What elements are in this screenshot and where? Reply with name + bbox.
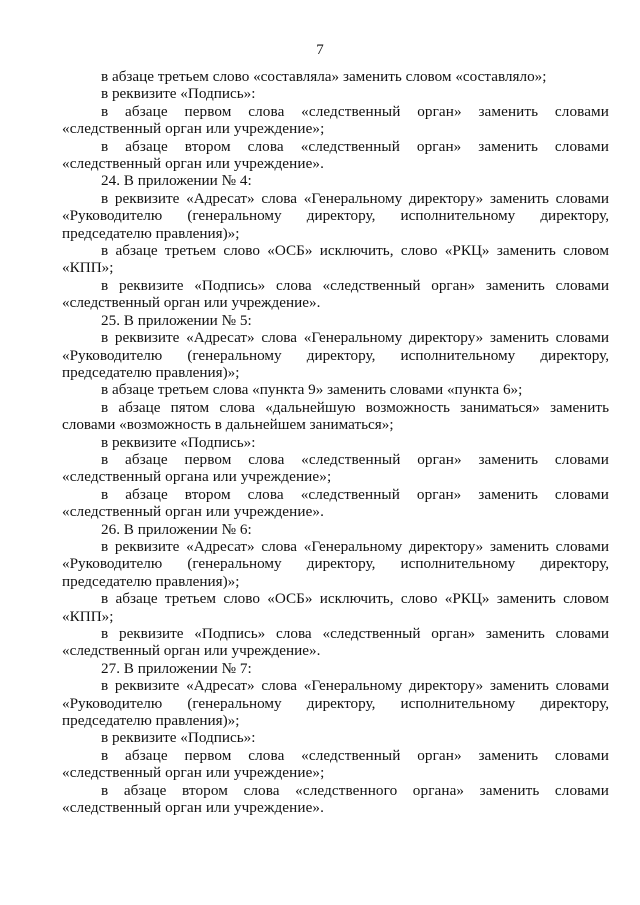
paragraph: в абзаце втором слова «следственного органа» заменить словами «следственный орган или учреждение». [62, 781, 609, 817]
section-heading: 24. В приложении № 4: [101, 172, 252, 190]
page-number: 7 [316, 42, 324, 58]
paragraph: в абзаце втором слова «следственный орган» заменить словами «следственный орган или учреждение». [62, 137, 609, 173]
paragraph: в реквизите «Подпись» слова «следственный орган» заменить словами «следственный орган или учреждение». [62, 276, 609, 312]
paragraph: в реквизите «Подпись»: [101, 433, 256, 451]
paragraph: в реквизите «Адресат» слова «Генеральному директору» заменить словами «Руководителю (генеральному директору, исполнительному директору, председателю правления)»; [62, 677, 609, 730]
paragraph: в абзаце третьем слово «составляла» заменить словом «составляло»; [101, 68, 547, 85]
paragraph: в реквизите «Адресат» слова «Генеральному директору» заменить словами «Руководителю (генеральному директору, исполнительному директору, председателю правления)»; [62, 329, 609, 381]
paragraph: в реквизите «Подпись»: [101, 729, 256, 747]
paragraph: в реквизите «Подпись»: [101, 85, 256, 103]
section-heading: 26. В приложении № 6: [101, 520, 252, 538]
paragraph: в абзаце пятом слова «дальнейшую возможность заниматься» заменить словами «возможность в дальнейшем заниматься»; [62, 398, 609, 434]
paragraph: в абзаце третьем слова «пункта 9» заменить словами «пункта 6»; [101, 381, 523, 399]
paragraph: в реквизите «Подпись» слова «следственный орган» заменить словами «следственный орган или учреждение». [62, 625, 609, 660]
paragraph: в абзаце третьем слово «ОСБ» исключить, слово «РКЦ» заменить словом «КПП»; [62, 242, 609, 277]
paragraph: в абзаце первом слова «следственный орган» заменить словами «следственный органа или учреждение»; [62, 450, 609, 486]
paragraph: в абзаце третьем слово «ОСБ» исключить, слово «РКЦ» заменить словом «КПП»; [62, 590, 609, 625]
section-heading: 25. В приложении № 5: [101, 311, 252, 329]
section-heading: 27. В приложении № 7: [101, 659, 252, 677]
paragraph: в реквизите «Адресат» слова «Генеральному директору» заменить словами «Руководителю (генеральному директору, исполнительному директору, председателю правления)»; [62, 537, 609, 590]
paragraph: в абзаце первом слова «следственный орган» заменить словами «следственный орган или учреждение»; [62, 102, 609, 138]
paragraph: в абзаце первом слова «следственный орган» заменить словами «следственный орган или учреждение»; [62, 746, 609, 782]
document-body [62, 68, 609, 816]
paragraph: в абзаце втором слова «следственный орган» заменить словами «следственный орган или учреждение». [62, 485, 609, 521]
paragraph: в реквизите «Адресат» слова «Генеральному директору» заменить словами «Руководителю (генеральному директору, исполнительному директору, председателю правления)»; [62, 189, 609, 242]
